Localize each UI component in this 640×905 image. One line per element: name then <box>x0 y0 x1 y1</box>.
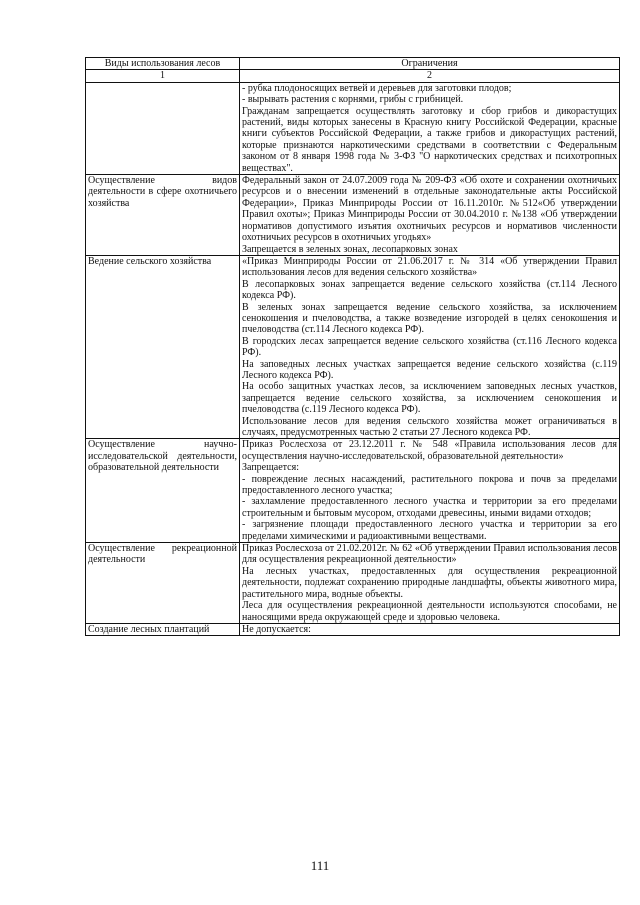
restriction-paragraph: Леса для осуществления рекреационной деятельности используются способами, не наносящими вреда окружающей среде и здоровью человека. <box>242 600 617 623</box>
restriction-paragraph: - захламление предоставленного лесного участка и территории за его пределами строительным и бытовым мусором, отходами древесины, иными видами отходов; <box>242 496 617 519</box>
restriction-paragraph: Использование лесов для ведения сельского хозяйства может ограничиваться в случаях, предусмотренных частью 2 статьи 27 Лесного кодекса РФ. <box>242 415 617 438</box>
header-restrictions: Ограничения <box>240 58 620 70</box>
forest-use-cell <box>86 255 240 439</box>
page-number: 111 <box>310 858 330 873</box>
table-row <box>86 82 620 174</box>
restrictions-cell <box>240 255 620 439</box>
forest-use-text: Создание лесных плантаций <box>88 623 210 635</box>
table-row <box>86 623 620 635</box>
header-forest-use: Виды использования лесов <box>86 58 240 70</box>
column-number-1: 1 <box>86 70 240 82</box>
restriction-paragraph: В лесопарковых зонах запрещается ведение сельского хозяйства (ст.114 Лесного кодекса РФ). <box>242 278 617 302</box>
forest-use-text: Осуществление научно-исследовательской деятельности, образовательной деятельности <box>88 439 237 474</box>
header-row <box>86 58 620 70</box>
restriction-paragraph: Гражданам запрещается осуществлять заготовку и сбор грибов и дикорастущих растений, виды которых занесены в Красную книгу Российской Федерации, красные книги субъектов Российской Федерации, а также грибов и дикорастущих растений, которые признаются наркотическими средствами в соответствии с Федеральным законом от 8 января 1998 года № 3-ФЗ "О наркотических средствах и психотропных веществах". <box>242 105 617 174</box>
forest-use-text: Ведение сельского хозяйства <box>88 255 212 267</box>
restriction-paragraph: Приказ Рослесхоза от 23.12.2011 г. № 548 «Правила использования лесов для осуществления научно-исследовательской, образовательной деятельности» <box>242 439 617 462</box>
restrictions-cell <box>240 543 620 624</box>
forest-use-text: Осуществление рекреационной деятельности <box>88 543 237 566</box>
restriction-paragraph: Федеральный закон от 24.07.2009 года № 209-ФЗ «Об охоте и сохранении охотничьих ресурсов и о внесении изменений в отдельные законодательные акты Российской Федерации», Приказ Минприроды России от 16.11.2010г. №512«Об утверждении Правил охоты»; Приказ Минприроды России от 30.04.2010 г. №138 «Об утверждении нормативов допустимого изъятия охотничьих ресурсов и нормативов численности охотничьих ресурсов в охотничьих угодьях» <box>242 175 617 244</box>
restrictions-cell <box>240 623 620 635</box>
restrictions-cell <box>240 82 620 174</box>
restriction-paragraph: В городских лесах запрещается ведение сельского хозяйства (ст.116 Лесного кодекса РФ). <box>242 335 617 359</box>
forest-use-text: Осуществление видов деятельности в сфере охотничьего хозяйства <box>88 175 237 209</box>
restriction-paragraph: «Приказ Минприроды России от 21.06.2017 г. № 314 «Об утверждении Правил использования лесов для ведения сельского хозяйства» <box>242 255 617 279</box>
restriction-paragraph: - повреждение лесных насаждений, растительного покрова и почв за пределами предоставленного лесного участка; <box>242 473 617 497</box>
restriction-paragraph: На особо защитных участках лесов, за исключением заповедных лесных участков, запрещается ведение сельского хозяйства, за исключением сенокошения и пчеловодства (с.119 Лесного кодекса РФ). <box>242 381 617 416</box>
column-number-2: 2 <box>240 70 620 82</box>
restriction-paragraph: - загрязнение площади предоставленного лесного участка и территории за его пределами химическими и радиоактивными веществами. <box>242 519 617 542</box>
restriction-paragraph: Запрещается в зеленых зонах, лесопарковых зонах <box>242 243 458 255</box>
restriction-paragraph: На лесных участках, предоставленных для осуществления рекреационной деятельности, подлежат сохранению природные ландшафты, объекты животного мира, растительного мира, водные объекты. <box>242 565 617 600</box>
forest-use-cell <box>86 623 240 635</box>
restriction-paragraph: - вырывать растения с корнями, грибы с грибницей. <box>242 94 464 106</box>
restrictions-cell <box>240 439 620 543</box>
restriction-paragraph: Приказ Рослесхоза от 21.02.2012г. № 62 «Об утверждении Правил использования лесов для осуществления рекреационной деятельности» <box>242 543 617 566</box>
restrictions-table <box>85 57 620 636</box>
forest-use-cell <box>86 543 240 624</box>
restriction-paragraph: - рубка плодоносящих ветвей и деревьев для заготовки плодов; <box>242 82 512 94</box>
forest-use-cell <box>86 175 240 256</box>
forest-use-cell <box>86 439 240 543</box>
restriction-paragraph: На заповедных лесных участках запрещается ведение сельского хозяйства (с.119 Лесного кодекса РФ). <box>242 358 617 381</box>
table-row <box>86 543 620 624</box>
table-row <box>86 255 620 439</box>
restriction-paragraph: Не допускается: <box>242 623 311 635</box>
table-row <box>86 175 620 256</box>
column-number-row <box>86 70 620 82</box>
restrictions-cell <box>240 175 620 256</box>
restriction-paragraph: Запрещается: <box>242 462 299 474</box>
restriction-paragraph: В зеленых зонах запрещается ведение сельского хозяйства, за исключением сенокошения и пчеловодства, а также возведение изгородей в целях сенокошения и пчеловодства (ст.114 Лесного кодекса РФ). <box>242 301 617 336</box>
table-row <box>86 439 620 543</box>
forest-use-cell <box>86 82 240 174</box>
